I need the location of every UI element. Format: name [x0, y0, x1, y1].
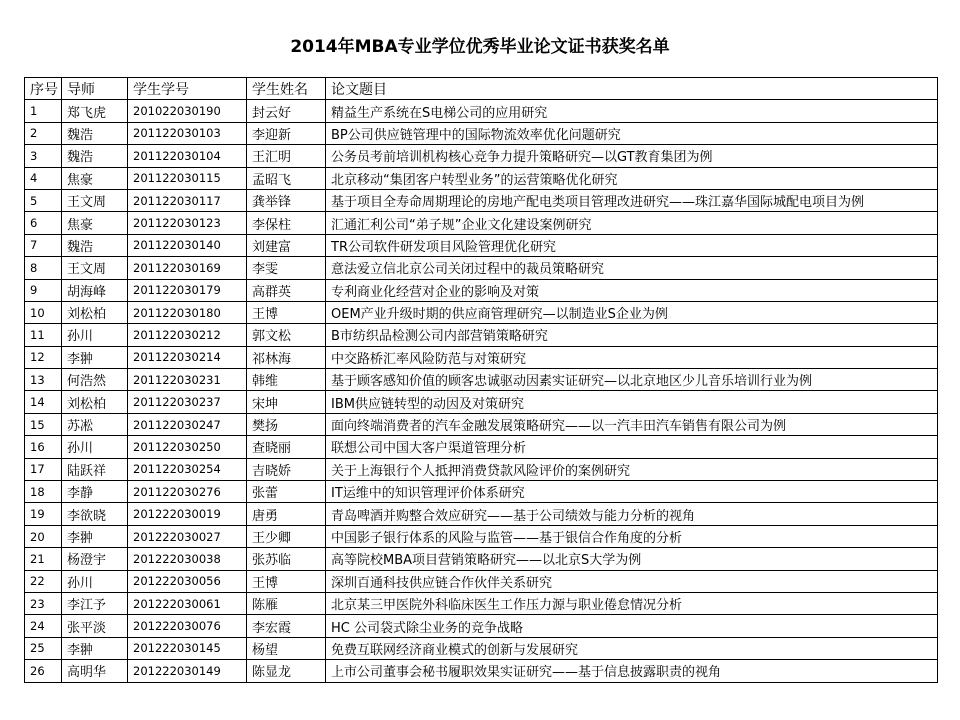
- cell-index: 8: [25, 257, 62, 279]
- cell-advisor: 刘松柏: [62, 301, 128, 323]
- cell-index: 9: [25, 279, 62, 301]
- table-row: [25, 257, 938, 279]
- cell-student-id: 201122030231: [128, 369, 247, 391]
- table-row: [25, 369, 938, 391]
- cell-thesis-title: 中交路桥汇率风险防范与对策研究: [326, 346, 938, 368]
- cell-thesis-title: 精益生产系统在S电梯公司的应用研究: [326, 100, 938, 122]
- cell-thesis-title: OEM产业升级时期的供应商管理研究—以制造业S企业为例: [326, 301, 938, 323]
- table-row: [25, 234, 938, 256]
- cell-student-name: 张蕾: [247, 481, 326, 503]
- cell-student-name: 韩维: [247, 369, 326, 391]
- cell-student-name: 查晓丽: [247, 436, 326, 458]
- cell-index: 4: [25, 167, 62, 189]
- cell-student-name: 高群英: [247, 279, 326, 301]
- cell-student-name: 李宏霞: [247, 615, 326, 637]
- table-row: [25, 570, 938, 592]
- cell-student-id: 201122030115: [128, 167, 247, 189]
- table-row: [25, 481, 938, 503]
- table-row: [25, 301, 938, 323]
- cell-advisor: 魏浩: [62, 145, 128, 167]
- cell-student-name: 祁林海: [247, 346, 326, 368]
- cell-student-id: 201122030104: [128, 145, 247, 167]
- cell-student-id: 201122030179: [128, 279, 247, 301]
- cell-index: 25: [25, 637, 62, 659]
- cell-student-id: 201122030276: [128, 481, 247, 503]
- table-row: [25, 189, 938, 211]
- cell-index: 22: [25, 570, 62, 592]
- table-row: [25, 436, 938, 458]
- cell-student-name: 陈雁: [247, 592, 326, 614]
- cell-thesis-title: 专利商业化经营对企业的影响及对策: [326, 279, 938, 301]
- cell-student-name: 王博: [247, 570, 326, 592]
- cell-thesis-title: 基于顾客感知价值的顾客忠诚驱动因素实证研究—以北京地区少儿音乐培训行业为例: [326, 369, 938, 391]
- cell-advisor: 魏浩: [62, 234, 128, 256]
- cell-student-id: 201122030103: [128, 122, 247, 144]
- cell-student-name: 龚举锋: [247, 189, 326, 211]
- cell-student-name: 刘建富: [247, 234, 326, 256]
- cell-advisor: 李欲晓: [62, 503, 128, 525]
- cell-student-id: 201222030038: [128, 548, 247, 570]
- cell-advisor: 李翀: [62, 346, 128, 368]
- table-row: [25, 167, 938, 189]
- award-table: [24, 77, 938, 683]
- cell-index: 7: [25, 234, 62, 256]
- cell-student-name: 王少卿: [247, 525, 326, 547]
- cell-index: 14: [25, 391, 62, 413]
- cell-index: 15: [25, 413, 62, 435]
- cell-advisor: 李翀: [62, 637, 128, 659]
- table-row: [25, 660, 938, 682]
- cell-student-name: 陈显龙: [247, 660, 326, 682]
- table-row: [25, 458, 938, 480]
- cell-advisor: 李静: [62, 481, 128, 503]
- cell-advisor: 苏凇: [62, 413, 128, 435]
- cell-student-id: 201222030149: [128, 660, 247, 682]
- table-row: [25, 637, 938, 659]
- cell-advisor: 高明华: [62, 660, 128, 682]
- cell-index: 2: [25, 122, 62, 144]
- cell-student-id: 201122030250: [128, 436, 247, 458]
- cell-advisor: 王文周: [62, 257, 128, 279]
- table-header-row: [25, 78, 938, 100]
- header-student-id: 学生学号: [128, 78, 247, 100]
- cell-student-name: 郭文松: [247, 324, 326, 346]
- cell-advisor: 孙川: [62, 324, 128, 346]
- table-row: [25, 212, 938, 234]
- cell-thesis-title: 免费互联网经济商业模式的创新与发展研究: [326, 637, 938, 659]
- cell-student-id: 201022030190: [128, 100, 247, 122]
- cell-student-id: 201222030027: [128, 525, 247, 547]
- cell-student-name: 张苏临: [247, 548, 326, 570]
- cell-student-id: 201122030237: [128, 391, 247, 413]
- header-advisor: 导师: [62, 78, 128, 100]
- table-row: [25, 503, 938, 525]
- cell-student-id: 201222030056: [128, 570, 247, 592]
- cell-student-name: 王汇明: [247, 145, 326, 167]
- cell-advisor: 杨澄宇: [62, 548, 128, 570]
- table-row: [25, 122, 938, 144]
- table-row: [25, 592, 938, 614]
- cell-advisor: 胡海峰: [62, 279, 128, 301]
- header-thesis-title: 论文题目: [326, 78, 938, 100]
- cell-thesis-title: 汇通汇利公司“弟子规”企业文化建设案例研究: [326, 212, 938, 234]
- table-row: [25, 100, 938, 122]
- cell-advisor: 刘松柏: [62, 391, 128, 413]
- cell-advisor: 孙川: [62, 570, 128, 592]
- cell-student-id: 201122030140: [128, 234, 247, 256]
- table-row: [25, 615, 938, 637]
- cell-advisor: 陆跃祥: [62, 458, 128, 480]
- cell-student-name: 封云好: [247, 100, 326, 122]
- cell-student-id: 201122030254: [128, 458, 247, 480]
- cell-thesis-title: IT运维中的知识管理评价体系研究: [326, 481, 938, 503]
- cell-advisor: 焦豪: [62, 167, 128, 189]
- cell-thesis-title: 意法爱立信北京公司关闭过程中的裁员策略研究: [326, 257, 938, 279]
- cell-index: 20: [25, 525, 62, 547]
- cell-advisor: 焦豪: [62, 212, 128, 234]
- cell-advisor: 何浩然: [62, 369, 128, 391]
- cell-thesis-title: IBM供应链转型的动因及对策研究: [326, 391, 938, 413]
- cell-index: 19: [25, 503, 62, 525]
- cell-advisor: 郑飞虎: [62, 100, 128, 122]
- cell-index: 13: [25, 369, 62, 391]
- cell-thesis-title: 高等院校MBA项目营销策略研究——以北京S大学为例: [326, 548, 938, 570]
- table-row: [25, 279, 938, 301]
- cell-student-id: 201122030247: [128, 413, 247, 435]
- cell-thesis-title: 北京某三甲医院外科临床医生工作压力源与职业倦怠情况分析: [326, 592, 938, 614]
- cell-index: 18: [25, 481, 62, 503]
- cell-thesis-title: 联想公司中国大客户渠道管理分析: [326, 436, 938, 458]
- cell-thesis-title: 关于上海银行个人抵押消费贷款风险评价的案例研究: [326, 458, 938, 480]
- cell-thesis-title: 青岛啤酒并购整合效应研究——基于公司绩效与能力分析的视角: [326, 503, 938, 525]
- header-index: 序号: [25, 78, 62, 100]
- cell-thesis-title: HC 公司袋式除尘业务的竞争战略: [326, 615, 938, 637]
- cell-student-id: 201122030214: [128, 346, 247, 368]
- cell-advisor: 李翀: [62, 525, 128, 547]
- cell-thesis-title: BP公司供应链管理中的国际物流效率优化问题研究: [326, 122, 938, 144]
- cell-index: 1: [25, 100, 62, 122]
- table-row: [25, 324, 938, 346]
- cell-advisor: 孙川: [62, 436, 128, 458]
- cell-student-id: 201122030123: [128, 212, 247, 234]
- cell-index: 11: [25, 324, 62, 346]
- cell-thesis-title: 公务员考前培训机构核心竞争力提升策略研究—以GT教育集团为例: [326, 145, 938, 167]
- cell-thesis-title: 面向终端消费者的汽车金融发展策略研究——以一汽丰田汽车销售有限公司为例: [326, 413, 938, 435]
- cell-index: 17: [25, 458, 62, 480]
- cell-thesis-title: 基于项目全寿命周期理论的房地产配电类项目管理改进研究——珠江嘉华国际城配电项目为例: [326, 189, 938, 211]
- cell-advisor: 魏浩: [62, 122, 128, 144]
- cell-index: 23: [25, 592, 62, 614]
- cell-index: 3: [25, 145, 62, 167]
- cell-student-id: 201122030169: [128, 257, 247, 279]
- cell-student-name: 唐勇: [247, 503, 326, 525]
- cell-student-id: 201122030212: [128, 324, 247, 346]
- header-student-name: 学生姓名: [247, 78, 326, 100]
- cell-student-id: 201122030180: [128, 301, 247, 323]
- cell-student-id: 201222030145: [128, 637, 247, 659]
- cell-index: 24: [25, 615, 62, 637]
- cell-student-name: 李保柱: [247, 212, 326, 234]
- cell-index: 5: [25, 189, 62, 211]
- cell-index: 16: [25, 436, 62, 458]
- document-title: 2014年MBA专业学位优秀毕业论文证书获奖名单: [290, 37, 670, 57]
- cell-index: 21: [25, 548, 62, 570]
- cell-student-name: 杨望: [247, 637, 326, 659]
- cell-advisor: 王文周: [62, 189, 128, 211]
- table-row: [25, 413, 938, 435]
- cell-student-name: 吉晓娇: [247, 458, 326, 480]
- cell-student-name: 孟昭飞: [247, 167, 326, 189]
- table-row: [25, 525, 938, 547]
- cell-student-name: 王博: [247, 301, 326, 323]
- cell-thesis-title: 深圳百通科技供应链合作伙伴关系研究: [326, 570, 938, 592]
- table-body: [25, 100, 938, 682]
- cell-index: 10: [25, 301, 62, 323]
- cell-index: 12: [25, 346, 62, 368]
- cell-student-name: 李雯: [247, 257, 326, 279]
- cell-student-name: 樊扬: [247, 413, 326, 435]
- table-row: [25, 145, 938, 167]
- table-row: [25, 391, 938, 413]
- cell-student-id: 201122030117: [128, 189, 247, 211]
- cell-student-name: 宋坤: [247, 391, 326, 413]
- cell-student-id: 201222030076: [128, 615, 247, 637]
- cell-index: 6: [25, 212, 62, 234]
- cell-thesis-title: 北京移动“集团客户转型业务”的运营策略优化研究: [326, 167, 938, 189]
- cell-advisor: 李江予: [62, 592, 128, 614]
- cell-thesis-title: 中国影子银行体系的风险与监管——基于银信合作角度的分析: [326, 525, 938, 547]
- cell-thesis-title: B市纺织品检测公司内部营销策略研究: [326, 324, 938, 346]
- table-row: [25, 346, 938, 368]
- cell-index: 26: [25, 660, 62, 682]
- cell-student-id: 201222030061: [128, 592, 247, 614]
- cell-student-name: 李迎新: [247, 122, 326, 144]
- cell-thesis-title: TR公司软件研发项目风险管理优化研究: [326, 234, 938, 256]
- cell-student-id: 201222030019: [128, 503, 247, 525]
- table-row: [25, 548, 938, 570]
- cell-advisor: 张平淡: [62, 615, 128, 637]
- cell-thesis-title: 上市公司董事会秘书履职效果实证研究——基于信息披露职责的视角: [326, 660, 938, 682]
